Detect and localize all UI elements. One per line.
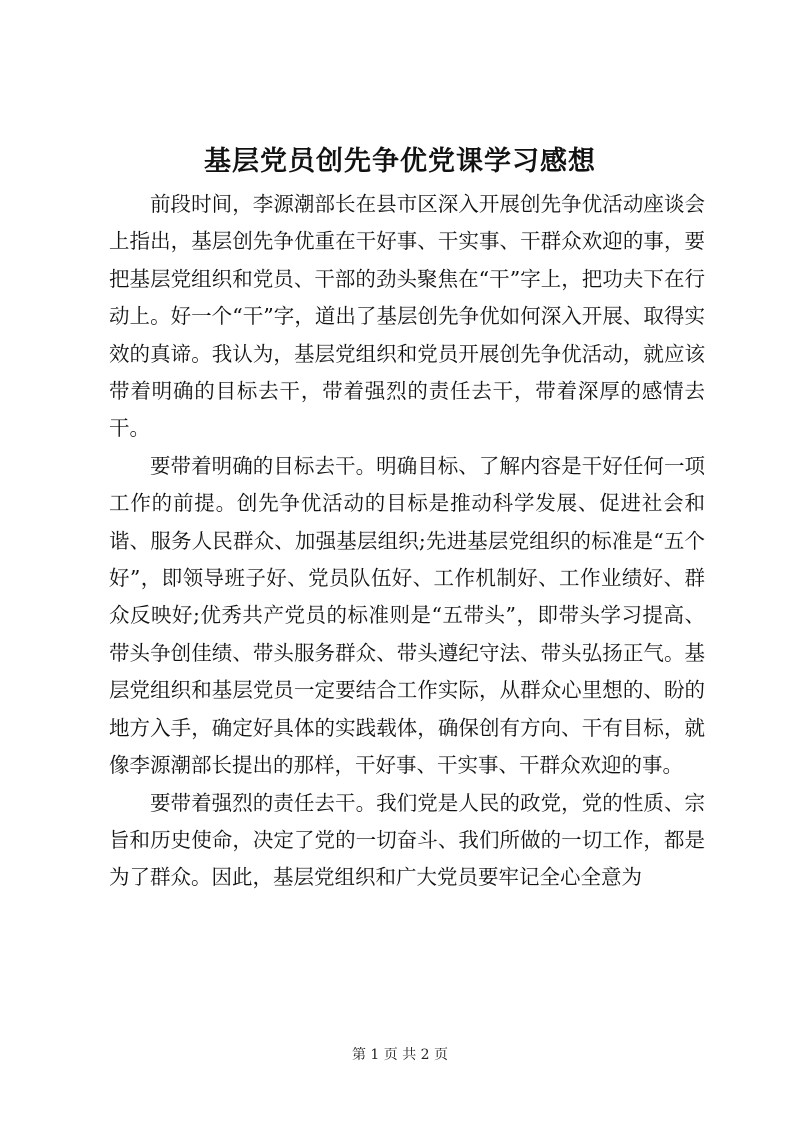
page-footer: 第 1 页 共 2 页 <box>351 1047 449 1063</box>
document-title: 基层党员创先争优党课学习感想 <box>204 146 596 177</box>
paragraph-1: 前段时间，李源潮部长在县市区深入开展创先争优活动座谈会上指出，基层创先争优重在干好事、干实事、干群众欢迎的事，要把基层党组织和党员、干部的劲头聚焦在“干”字上，把功夫下在行动上。好一个“干”字，道出了基层创先争优如何深入开展、取得实效的真谛。我认为，基层党组织和党员开展创先争优活动，就应该带着明确的目标去干，带着强烈的责任去干，带着深厚的感情去干。 <box>109 192 705 441</box>
document-body <box>109 186 705 897</box>
paragraph-2: 要带着明确的目标去干。明确目标、了解内容是干好任何一项工作的前提。创先争优活动的目标是推动科学发展、促进社会和谐、服务人民群众、加强基层组织;先进基层党组织的标准是“五个好”，即领导班子好、党员队伍好、工作机制好、工作业绩好、群众反映好;优秀共产党员的标准则是“五带头”，即带头学习提高、带头争创佳绩、带头服务群众、带头遵纪守法、带头弘扬正气。基层党组织和基层党员一定要结合工作实际，从群众心里想的、盼的地方入手，确定好具体的实践载体，确保创有方向、干有目标，就像李源潮部长提出的那样，干好事、干实事、干群众欢迎的事。 <box>109 453 705 778</box>
paragraph-3: 要带着强烈的责任去干。我们党是人民的政党，党的性质、宗旨和历史使命，决定了党的一切奋斗、我们所做的一切工作，都是为了群众。因此，基层党组织和广大党员要牢记全心全意为 <box>109 790 705 890</box>
